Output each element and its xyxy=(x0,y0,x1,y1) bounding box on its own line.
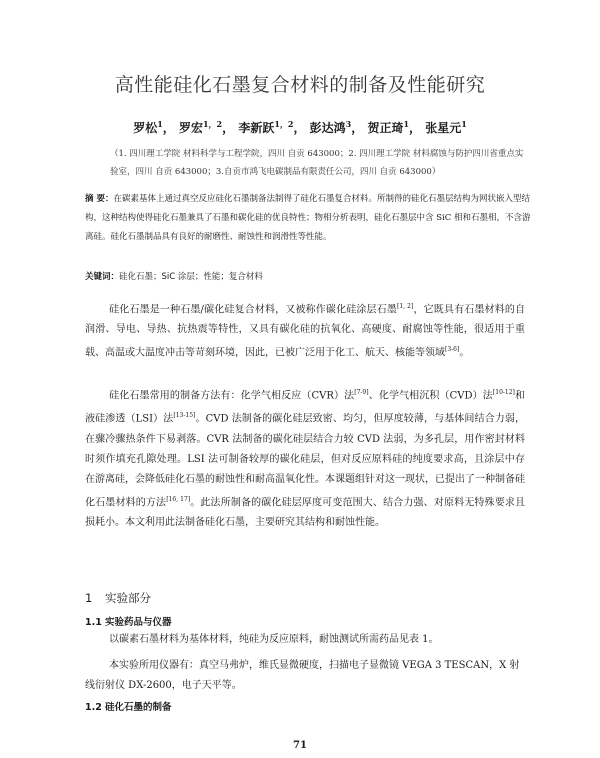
keywords-label: 关键词： xyxy=(85,272,120,282)
paragraph-text: 和液硅渗透（LSI）法 xyxy=(85,390,526,425)
author-affil-mark: 1 xyxy=(403,119,410,129)
section-heading xyxy=(85,590,151,606)
intro-paragraph-1 xyxy=(85,297,525,364)
paragraph-text: 。CVD 法制备的碳化硅层致密、均匀，但厚度较薄，与基体间结合力弱，在骤冷骤热条件下易剥落。CVR 法制备的碳化硅层结合力较 CVD 法弱，为多孔层，用作密封材料时须作填充孔隙处理。LSI 法可制备较厚的碳化硅层，但对反应原料硅的纯度要求高，且涂层中存在游离硅，会降低硅化石墨的耐蚀性和耐高温氧化性。本课题组针对这一现状，已提出了一种制备硅化石墨材料的方法 xyxy=(85,413,525,508)
paragraph-text: 硅化石墨常用的制备方法有：化学气相反应（CVR）法 xyxy=(109,390,355,402)
author-name: 贺正琦 xyxy=(367,121,404,135)
citation: [7-9] xyxy=(354,389,369,396)
subsection-number: 1.2 xyxy=(85,702,102,713)
author-affil-mark: 1，2 xyxy=(274,119,294,129)
body-paragraph xyxy=(85,630,525,650)
subsection-number: 1.1 xyxy=(85,617,102,628)
page-number: 71 xyxy=(293,740,307,751)
author-affil-mark: 1 xyxy=(157,119,163,129)
subsection-heading xyxy=(85,614,172,628)
paragraph-text: 以碳素石墨材料为基体材料，纯硅为反应原料，耐蚀测试所需药品见表 1。 xyxy=(109,634,439,645)
paragraph-text: 。 xyxy=(459,347,470,359)
paragraph-text: ，它既具有石墨材料的自润滑、导电、导热、抗热震等特性，又具有碳化硅的抗氧化、高硬度、耐腐蚀等性能，很适用于重载、高温或大温度冲击等苛刻环境，因此，已被广泛用于化工、航天、核能等领域 xyxy=(85,304,526,359)
citation: [10-12] xyxy=(492,389,515,396)
abstract xyxy=(85,190,535,247)
paragraph-text: 本实验所用仪器有：真空马弗炉，维氏显微硬度，扫描电子显微镜 VEGA 3 TESCAN，X 射线衍射仪 DX-2600，电子天平等。 xyxy=(85,660,520,691)
intro-paragraph-2 xyxy=(85,383,525,533)
author-affil-mark: 3 xyxy=(345,119,352,129)
author-name: 彭达鸿 xyxy=(309,121,346,135)
keywords-text: 硅化石墨；SiC 涂层；性能；复合材料 xyxy=(119,272,263,282)
paper-title: 高性能硅化石墨复合材料的制备及性能研究 xyxy=(114,74,486,96)
citation: [16, 17] xyxy=(166,495,191,503)
author-name: 李新跃 xyxy=(238,121,275,135)
paragraph-text: 硅化石墨是一种石墨/碳化硅复合材料，又被称作碳化硅涂层石墨 xyxy=(109,304,398,316)
affiliation: （1. 四川理工学院 材料科学与工程学院，四川 自贡 643000；2. 四川理工学院 材料腐蚀与防护四川省重点实验室，四川 自贡 643000；3.自贡市鸿飞电碳制品有限责任公司，四川 自贡 643000） xyxy=(110,149,524,177)
author-affil-mark: 1，2 xyxy=(202,119,223,129)
subsection-heading xyxy=(85,699,172,713)
section-number: 1 xyxy=(85,591,93,605)
author-name: 罗松 xyxy=(133,121,158,135)
body-paragraph xyxy=(85,656,525,696)
keywords xyxy=(85,270,535,282)
author-name: 罗宏 xyxy=(178,121,203,135)
abstract-label: 摘 要： xyxy=(85,194,114,204)
abstract-text: 在碳素基体上通过真空反应硅化石墨制备法制得了硅化石墨复合材料。所制得的硅化石墨层结构为网状嵌入型结构，这种结构使得硅化石墨兼具了石墨和碳化硅的优良特性；物相分析表明，硅化石墨层中含 SiC 相和石墨相，不含游离硅。硅化石墨制品具有良好的耐磨性、耐蚀性和润滑性等性能。 xyxy=(85,194,531,242)
citation: [13-15] xyxy=(173,412,196,420)
paragraph-text: 。此法所制备的碳化硅层厚度可变范围大、结合力强、对原料无特殊要求且损耗小。本文利用此法制备硅化石墨，主要研究其结构和耐蚀性能。 xyxy=(85,496,526,528)
author-list: 罗松$^1$， 罗宏$^{1,2}$， 李新跃$^{1,2}$， 彭达鸿$^3$， 贺正琦$^1$， 张星元$^1$ xyxy=(133,119,467,135)
subsection-title: 实验药品与仪器 xyxy=(105,617,172,628)
paragraph-text: 、化学气相沉积（CVD）法 xyxy=(368,390,493,402)
section-title: 实验部分 xyxy=(105,591,151,605)
author-affil-mark: 1 xyxy=(461,119,467,129)
subsection-title: 硅化石墨的制备 xyxy=(105,702,172,713)
citation: [3-6] xyxy=(445,346,460,354)
citation: [1, 2] xyxy=(397,303,414,310)
author-name: 张星元 xyxy=(425,121,462,135)
